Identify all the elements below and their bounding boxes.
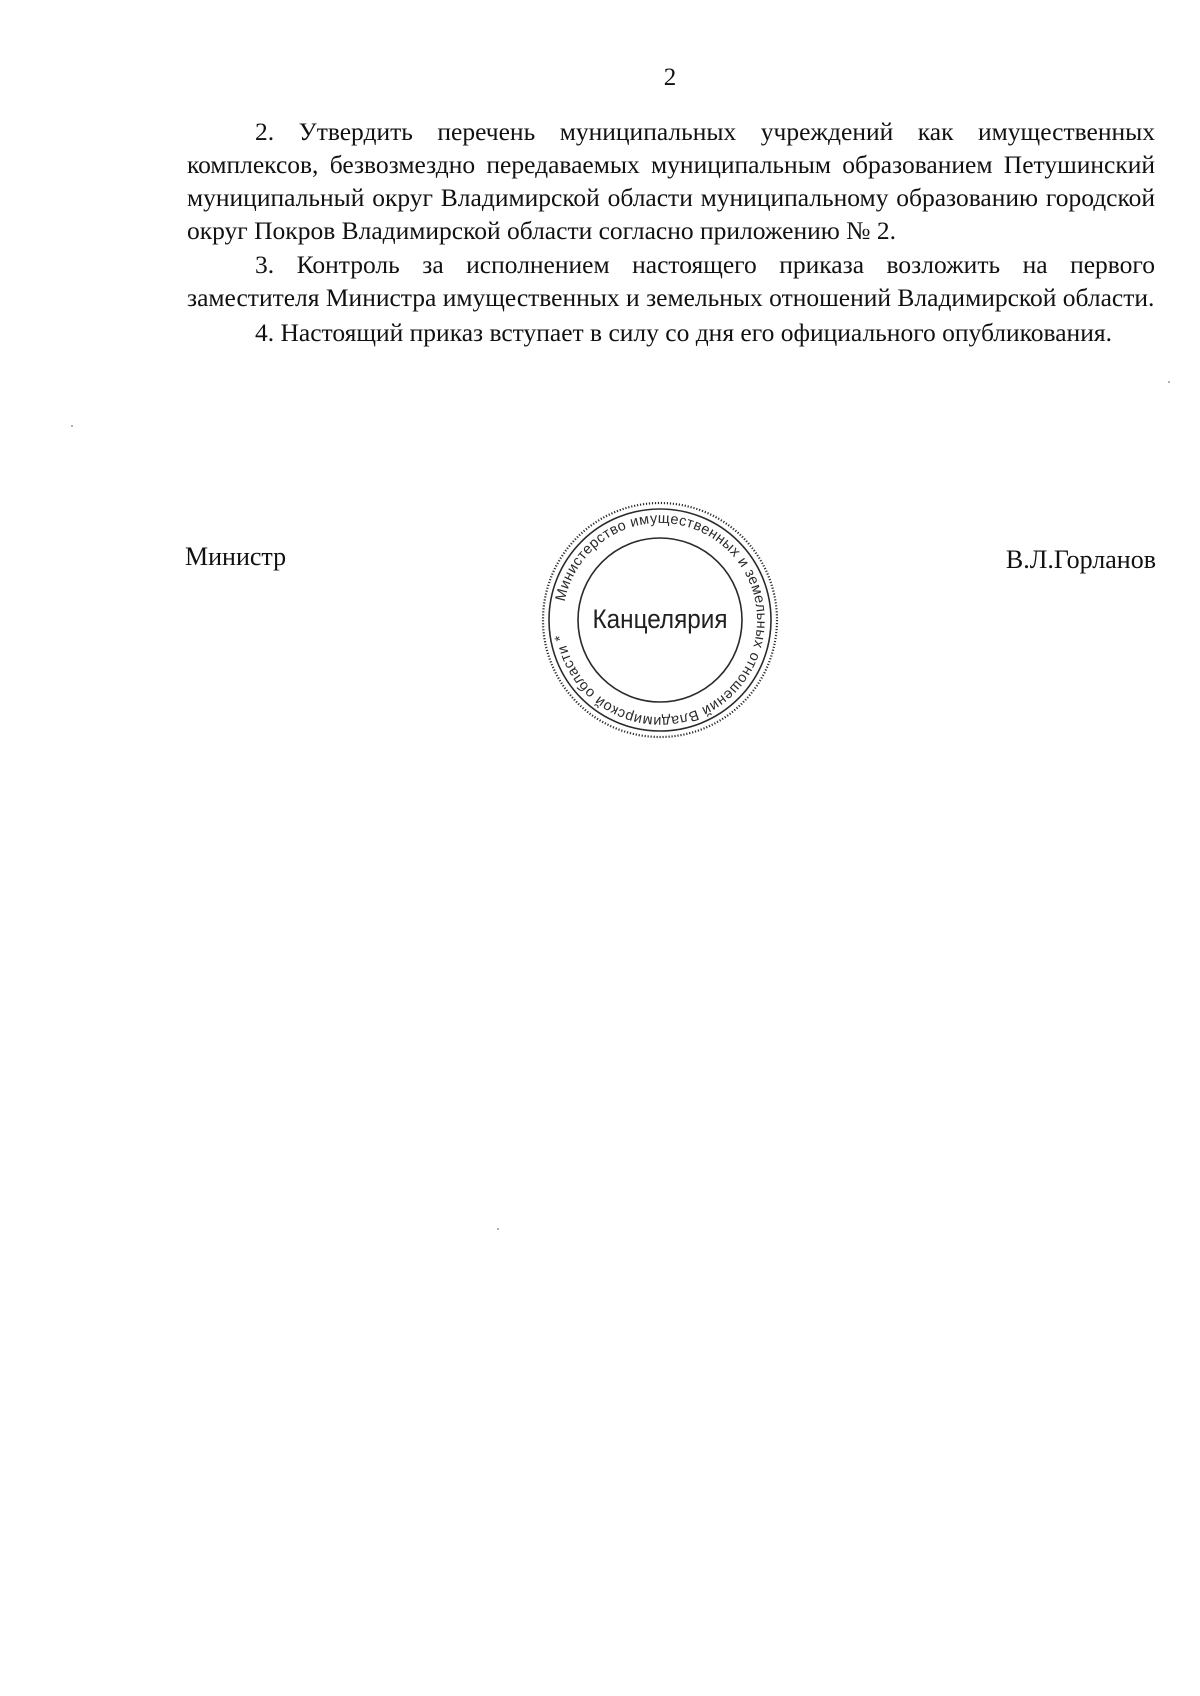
paragraph-2: 2. Утвердить перечень муниципальных учреждений как имущественных комплексов, безвозмездно передаваемых муниципальным образованием Петушинский муниципальный округ Владимирской области муниципальному образованию городской округ Покров Владимирской области согласно приложению № 2.	[187, 117, 1155, 245]
office-stamp	[540, 500, 780, 740]
signatory-name: В.Л.Горланов	[1005, 545, 1156, 574]
stamp-center-text: Канцелярия	[592, 603, 728, 634]
scan-speck	[497, 1228, 499, 1230]
scan-speck	[71, 425, 73, 427]
signatory-title: Министр	[185, 542, 287, 571]
stamp-ring-text: Министерство имущественных и земельных отношений Владимирской области *	[552, 510, 770, 730]
page-number: 2	[663, 64, 677, 91]
paragraph-3: 3. Контроль за исполнением настоящего приказа возложить на первого заместителя Министра имущественных и земельных отношений Владимирской области.	[187, 250, 1155, 312]
order-body	[187, 115, 1155, 349]
paragraph-4: 4. Настоящий приказ вступает в силу со дня его официального опубликования.	[255, 318, 1112, 347]
scan-speck	[1168, 381, 1170, 383]
